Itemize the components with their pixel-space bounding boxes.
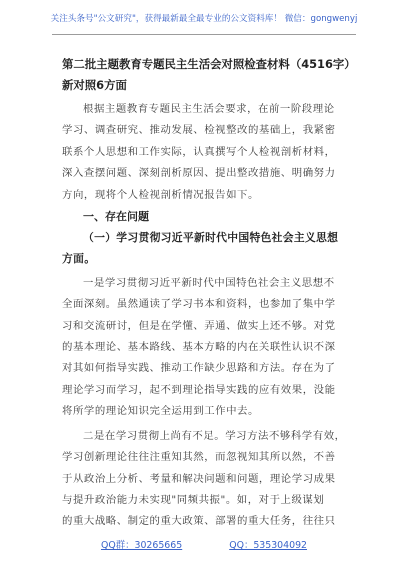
- header-banner: 关注头条号"公文研究"，获得最新最全最专业的公文资料库！ 微信：gongwenyj: [50, 14, 358, 24]
- paragraph-line: 与提升政治能力未实现"同频共振"。如，对于上级谋划: [62, 493, 325, 506]
- title-line: 第二批主题教育专题民主生活会对照检查材料（4516字）: [62, 57, 356, 71]
- paragraph-line: 将所学的理论知识完全运用到工作中去。: [62, 405, 259, 418]
- paragraph-line: 于从政治上分析、考量和解决问题和问题，理论学习成果: [62, 472, 336, 485]
- paragraph-line: 理论学习而学习，起不到理论指导实践的应有效果，没能: [62, 383, 336, 396]
- footer-contacts: [0, 537, 408, 551]
- document-title: [62, 54, 358, 96]
- paragraph-2: [62, 426, 358, 533]
- paragraph-line: 学习、调查研究、推动发展、检视整改的基础上，我紧密: [62, 124, 336, 137]
- paragraph-1: [62, 273, 358, 423]
- heading-line: （一）学习贯彻习近平新时代中国特色社会主义思想: [83, 231, 339, 245]
- heading-line: 方面。: [62, 252, 96, 266]
- paragraph-line: 对其如何指导实践、推动工作缺少思路和方法。存在为了: [62, 362, 336, 375]
- paragraph-line: 二是在学习贯彻上尚有不足。学习方法不够科学有效，: [83, 429, 346, 442]
- paragraph-line: 深入查摆问题、深刻剖析原因、提出整改措施、明确努力: [62, 167, 336, 180]
- qq-group-link[interactable]: QQ群：30265665: [100, 540, 183, 551]
- qq-contact-link[interactable]: QQ：535304092: [229, 540, 308, 551]
- intro-paragraph: [62, 99, 358, 206]
- paragraph-line: 联系个人思想和工作实际，认真撰写个人检视剖析材料，: [62, 145, 336, 158]
- title-subline: 新对照6方面: [62, 78, 127, 92]
- paragraph-line: 学习创新理论往往注重知其然，而忽视知其所以然，不善: [62, 451, 336, 464]
- header-divider: [52, 34, 356, 35]
- paragraph-line: 方向，现将个人检视剖析情况报告如下。: [62, 188, 259, 201]
- section-heading: 一、存在问题: [83, 210, 149, 224]
- paragraph-line: 的重大战略、制定的重大政策、部署的重大任务，往往只: [62, 515, 336, 528]
- paragraph-line: 全面深刻。虽然通读了学习书本和资料，也参加了集中学: [62, 298, 336, 311]
- paragraph-line: 的基本理论、基本路线、基本方略的内在关联性认识不深: [62, 341, 336, 354]
- document-body: [62, 54, 358, 533]
- paragraph-line: 一是学习贯彻习近平新时代中国特色社会主义思想不: [83, 276, 335, 289]
- paragraph-line: 习和交流研讨，但是在学懂、弄通、做实上还不够。对党: [62, 319, 336, 332]
- subsection-heading: [62, 227, 358, 270]
- paragraph-line: 根据主题教育专题民主生活会要求，在前一阶段理论: [83, 103, 335, 115]
